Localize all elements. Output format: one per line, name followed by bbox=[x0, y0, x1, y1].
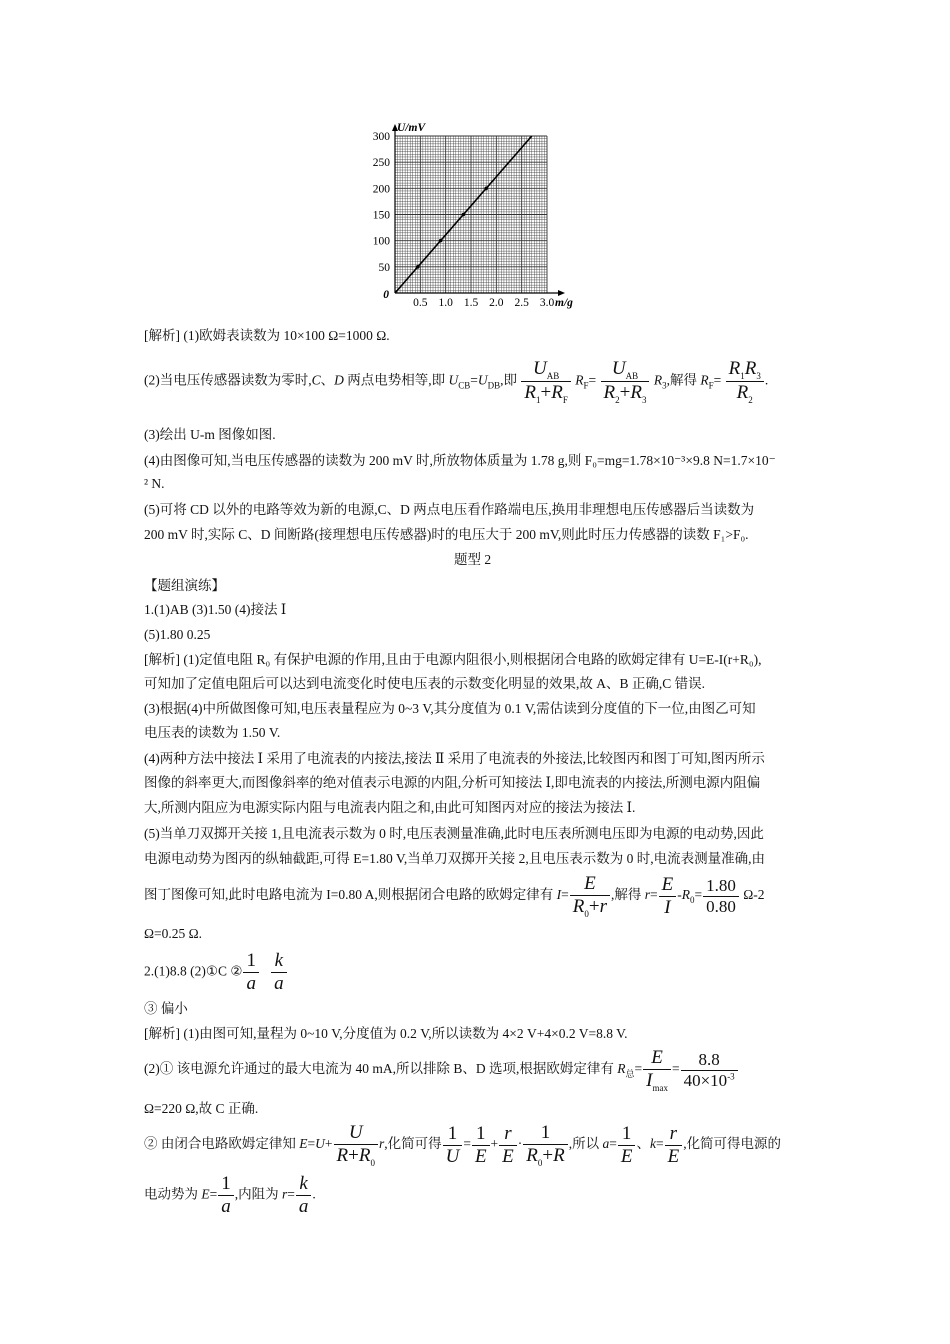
section-heading: 题型 2 bbox=[454, 552, 492, 567]
explain-1b: 可知加了定值电阻后可以达到电流变化时使电压表的示数变化明显的效果,故 A、B 正确,C 错误. bbox=[144, 676, 706, 691]
y-axis-label: U/mV bbox=[397, 122, 426, 134]
explain-3: (3)根据(4)中所做图像可知,电压表量程应为 0~3 V,其分度值为 0.1 V,需估读到分度值的下一位,由图乙可知 bbox=[144, 701, 756, 716]
explain-4c: 大,所测内阻应为电源实际内阻与电流表内阻之和,由此可知图丙对应的接法为接法 Ⅰ. bbox=[144, 800, 636, 815]
data-point bbox=[462, 213, 466, 217]
analysis-line-5b: 200 mV 时,实际 C、D 间断路(接理想电压传感器)时的电压大于 200 mV,则此时压力传感器的读数 F₁>F₀. bbox=[144, 527, 749, 542]
origin-label: 0 bbox=[383, 289, 389, 301]
x-tick-label: 3.0 bbox=[539, 297, 555, 309]
chart-labels bbox=[373, 122, 573, 309]
y-tick-label: 50 bbox=[378, 261, 390, 274]
data-point bbox=[439, 239, 443, 243]
analysis-line-1: [解析] (1)欧姆表读数为 10×100 Ω=1000 Ω. bbox=[144, 328, 390, 343]
explain-3b: 电压表的读数为 1.50 V. bbox=[144, 725, 281, 740]
analysis-line-3: (3)绘出 U-m 图像如图. bbox=[144, 427, 276, 442]
x-tick-label: 2.0 bbox=[489, 297, 504, 309]
x-axis-label: m/g bbox=[555, 297, 573, 309]
section-label: 【题组演练】 bbox=[144, 578, 225, 593]
explain-5: (5)当单刀双掷开关接 1,且电流表示数为 0 时,电压表测量准确,此时电压表所测电压即为电源的电动势,因此 bbox=[144, 826, 764, 841]
explain-5c: 图丁图像可知,此时电路电流为 I=0.80 A,则根据闭合电路的欧姆定律有 I= $\frac{E}{R_0+r}$ ,解得 r= $\frac{E}{I}$ $-R_0=$ $\frac{1.80}{0.80}$ Ω-2 bbox=[144, 873, 765, 919]
analysis-line-4: (4)由图像可知,当电压传感器的读数为 200 mV 时,所放物体质量为 1.78 g,则 F₀=mg=1.78×10⁻³×9.8 N=1.7×10⁻ bbox=[144, 453, 776, 468]
y-tick-label: 100 bbox=[372, 235, 390, 248]
analysis-line-2: (2)当电压传感器读数为零时,C、D 两点电势相等,即 $U_{CB}=U_{DB}$,即 $\frac{U_{AB}}{R_1+R_F}$ $R_F=$ $\frac{U_{AB}}{R_2+R_3}$ $R_3$,解得 $R_F=$ $\frac{R_1R_3}{R_2}$ . bbox=[144, 358, 769, 405]
x-tick-label: 1.5 bbox=[463, 297, 479, 309]
y-tick-label: 300 bbox=[372, 131, 390, 143]
explain-5d: Ω=0.25 Ω. bbox=[144, 926, 203, 941]
x-tick-label: 2.5 bbox=[514, 297, 529, 309]
answer-1b: (5)1.80 0.25 bbox=[144, 627, 211, 642]
answer-2c: ③ 偏小 bbox=[144, 1001, 188, 1016]
explain-4: (4)两种方法中接法 Ⅰ 采用了电流表的内接法,接法 Ⅱ 采用了电流表的外接法,比较图丙和图丁可知,图丙所示 bbox=[144, 751, 765, 766]
data-point bbox=[416, 265, 420, 269]
explain-2-4: 电动势为 E= $\frac{1}{a}$ ,内阻为 r= $\frac{k}{a}$ . bbox=[144, 1173, 316, 1217]
y-tick-label: 200 bbox=[372, 183, 390, 196]
x-axis-arrow bbox=[558, 290, 565, 296]
explain-2-3: ② 由闭合电路欧姆定律知 E=U+ $\frac{U}{R+R_0}$ r,化简可得 $\frac{1}{U}$ = $\frac{1}{E}$ + $\frac{r}{E}$ · $\frac{1}{R_0+R}$ ,所以 a= $\frac{1}{E}$ 、k= $\frac{r}{E}$ ,化简可得电源的 bbox=[144, 1122, 782, 1168]
explain-2-1: [解析] (1)由图可知,量程为 0~10 V,分度值为 0.2 V,所以读数为 4×2 V+4×0.2 V=8.8 V. bbox=[144, 1026, 628, 1041]
data-point bbox=[484, 187, 488, 191]
answer-2: 2.(1)8.8 (2)①C ② $\frac{1}{a}$ $\frac{k}{a}$ bbox=[144, 950, 288, 995]
analysis-line-4b: ² N. bbox=[144, 476, 165, 491]
x-tick-label: 1.0 bbox=[438, 297, 453, 309]
answer-1: 1.(1)AB (3)1.50 (4)接法 Ⅰ bbox=[144, 602, 287, 617]
chart-grid bbox=[395, 136, 547, 293]
explain-5b: 电源电动势为图丙的纵轴截距,可得 E=1.80 V,当单刀双掷开关接 2,且电压表示数为 0 时,电流表测量准确,由 bbox=[144, 851, 765, 866]
y-tick-label: 250 bbox=[372, 157, 390, 170]
y-tick-label: 150 bbox=[372, 209, 390, 222]
analysis-line-5: (5)可将 CD 以外的电路等效为新的电源,C、D 两点电压看作路端电压,换用非理想电压传感器后当读数为 bbox=[144, 502, 755, 517]
explain-2-2b: Ω=220 Ω,故 C 正确. bbox=[144, 1101, 259, 1116]
u-m-chart bbox=[360, 118, 590, 313]
explain-1: [解析] (1)定值电阻 R₀ 有保护电源的作用,且由于电源内阻很小,则根据闭合电路的欧姆定律有 U=E-I(r+R₀), bbox=[144, 652, 762, 667]
explain-2-2: (2)① 该电源允许通过的最大电流为 40 mA,所以排除 B、D 选项,根据欧姆定律有 $R_总=$ $\frac{E}{I_{max}}$ = $\frac{8.8}{40\times 10^{-3}}$ bbox=[144, 1047, 739, 1093]
x-tick-label: 0.5 bbox=[413, 297, 428, 309]
explain-4b: 图像的斜率更大,而图像斜率的绝对值表示电源的内阻,分析可知接法 Ⅰ,即电流表的内接法,所测电源内阻偏 bbox=[144, 775, 761, 790]
